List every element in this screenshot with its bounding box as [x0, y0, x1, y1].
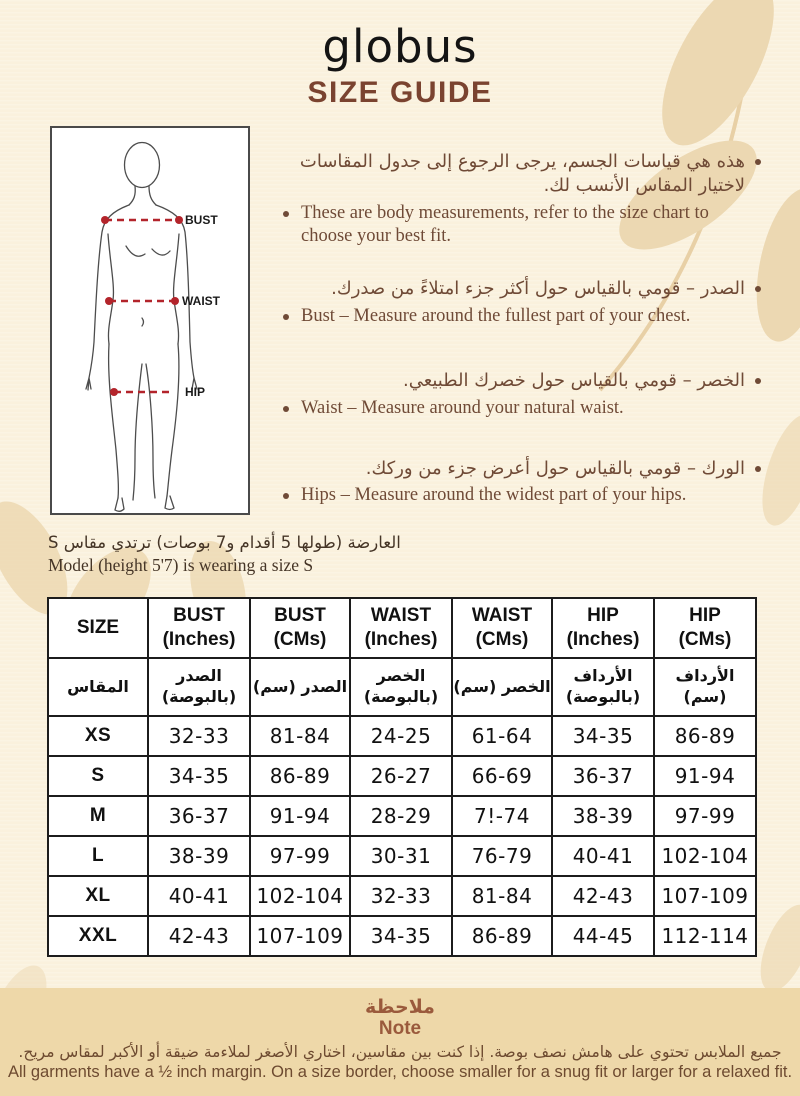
col-header-bust-in-ar: الصدر (بالبوصة)	[148, 658, 250, 716]
note-band	[0, 988, 800, 1096]
cell-bust-cm: 91-94	[250, 796, 350, 836]
col-header-hip-cm-ar: الأرداف (سم)	[654, 658, 756, 716]
table-row-xl	[48, 876, 756, 916]
cell-hip-in: 42-43	[552, 876, 654, 916]
waist-line-label: WAIST	[182, 294, 220, 308]
bullet-waist-ar: الخصر – قومي بالقياس حول خصرك الطبيعي.	[283, 369, 761, 393]
cell-bust-in: 38-39	[148, 836, 250, 876]
bullet-bust-en: Bust – Measure around the fullest part of your chest.	[283, 305, 761, 329]
table-row-xs	[48, 716, 756, 756]
cell-hip-in: 36-37	[552, 756, 654, 796]
hip-line-label: HIP	[185, 385, 206, 399]
table-row-s	[48, 756, 756, 796]
cell-hip-in: 34-35	[552, 716, 654, 756]
cell-bust-cm: 102-104	[250, 876, 350, 916]
note-body-ar: جميع الملابس تحتوي على هامش نصف بوصة. إذا كنت بين مقاسين، اختاري الأصغر لملاءمة ضيقة أو الأكبر لمقاس مريح.	[18, 1043, 782, 1061]
bullet-group-bust	[283, 277, 761, 328]
col-header-hip-cm: HIP (CMs)	[654, 598, 756, 658]
cell-bust-in: 34-35	[148, 756, 250, 796]
bullet-dot	[755, 286, 761, 292]
cell-bust-in: 40-41	[148, 876, 250, 916]
model-note-ar: العارضة (طولها 5 أقدام و7 بوصات) ترتدي مقاس S	[48, 533, 401, 552]
cell-waist-cm: 66-69	[452, 756, 552, 796]
col-header-bust-cm: BUST (CMs)	[250, 598, 350, 658]
cell-size: XL	[48, 876, 148, 916]
size-table	[47, 597, 757, 957]
col-header-hip-in: HIP (Inches)	[552, 598, 654, 658]
cell-waist-cm: 7!-74	[452, 796, 552, 836]
cell-hip-in: 44-45	[552, 916, 654, 956]
cell-hip-cm: 112-114	[654, 916, 756, 956]
bullet-overview-en: These are body measurements, refer to the size chart to choose your best fit.	[283, 202, 761, 249]
cell-waist-in: 34-35	[350, 916, 452, 956]
col-header-hip-in-ar: الأرداف (بالبوصة)	[552, 658, 654, 716]
cell-waist-cm: 81-84	[452, 876, 552, 916]
bullet-hip-en: Hips – Measure around the widest part of your hips.	[283, 484, 761, 508]
note-body-en: All garments have a ½ inch margin. On a size border, choose smaller for a snug fit or larger for a relaxed fit.	[7, 1063, 793, 1081]
table-row-m	[48, 796, 756, 836]
col-header-size-ar: المقاس	[48, 658, 148, 716]
model-note	[48, 531, 478, 576]
bust-line-label: BUST	[185, 213, 218, 227]
bullet-dot	[283, 406, 289, 412]
cell-waist-cm: 61-64	[452, 716, 552, 756]
measurement-figure-box	[50, 126, 250, 515]
instruction-bullets	[283, 150, 761, 536]
bullet-overview-ar: هذه هي قياسات الجسم، يرجى الرجوع إلى جدول المقاسات لاختيار المقاس الأنسب لك.	[283, 150, 761, 198]
cell-hip-cm: 86-89	[654, 716, 756, 756]
cell-waist-in: 24-25	[350, 716, 452, 756]
cell-size: M	[48, 796, 148, 836]
bullet-dot	[283, 493, 289, 499]
body-measurement-diagram	[52, 128, 248, 513]
cell-hip-cm: 107-109	[654, 876, 756, 916]
cell-waist-in: 26-27	[350, 756, 452, 796]
table-header-row-ar	[48, 658, 756, 716]
brand-logo: globus	[322, 20, 478, 73]
note-title-ar: ملاحظة	[365, 996, 435, 1018]
bullet-bust-ar: الصدر – قومي بالقياس حول أكثر جزء امتلاءً من صدرك.	[283, 277, 761, 301]
bullet-group-overview	[283, 150, 761, 249]
cell-size: S	[48, 756, 148, 796]
bullet-dot	[283, 314, 289, 320]
bullet-group-waist	[283, 369, 761, 420]
table-header-row-en	[48, 598, 756, 658]
col-header-waist-cm-ar: الخصر (سم)	[452, 658, 552, 716]
col-header-waist-in: WAIST (Inches)	[350, 598, 452, 658]
col-header-size: SIZE	[48, 598, 148, 658]
col-header-bust-in: BUST (Inches)	[148, 598, 250, 658]
cell-bust-cm: 97-99	[250, 836, 350, 876]
cell-waist-cm: 86-89	[452, 916, 552, 956]
cell-size: L	[48, 836, 148, 876]
page-title: SIZE GUIDE	[307, 76, 493, 109]
cell-waist-in: 32-33	[350, 876, 452, 916]
cell-hip-in: 40-41	[552, 836, 654, 876]
cell-hip-cm: 102-104	[654, 836, 756, 876]
cell-waist-in: 30-31	[350, 836, 452, 876]
cell-bust-in: 32-33	[148, 716, 250, 756]
bullet-dot	[755, 159, 761, 165]
cell-hip-cm: 91-94	[654, 756, 756, 796]
col-header-waist-in-ar: الخصر (بالبوصة)	[350, 658, 452, 716]
cell-bust-cm: 107-109	[250, 916, 350, 956]
cell-waist-in: 28-29	[350, 796, 452, 836]
model-note-en: Model (height 5'7) is wearing a size S	[48, 554, 314, 575]
bullet-hip-ar: الورك – قومي بالقياس حول أعرض جزء من وركك.	[283, 457, 761, 481]
note-title-en: Note	[378, 1018, 422, 1039]
cell-bust-cm: 86-89	[250, 756, 350, 796]
bullet-group-hip	[283, 457, 761, 508]
cell-size: XXL	[48, 916, 148, 956]
table-row-l	[48, 836, 756, 876]
bullet-waist-en: Waist – Measure around your natural waist.	[283, 397, 761, 421]
col-header-waist-cm: WAIST (CMs)	[452, 598, 552, 658]
table-row-xxl	[48, 916, 756, 956]
cell-hip-in: 38-39	[552, 796, 654, 836]
cell-bust-in: 42-43	[148, 916, 250, 956]
col-header-bust-cm-ar: الصدر (سم)	[250, 658, 350, 716]
bullet-dot	[755, 378, 761, 384]
cell-size: XS	[48, 716, 148, 756]
cell-bust-cm: 81-84	[250, 716, 350, 756]
bullet-dot	[283, 211, 289, 217]
cell-hip-cm: 97-99	[654, 796, 756, 836]
bullet-dot	[755, 466, 761, 472]
cell-bust-in: 36-37	[148, 796, 250, 836]
cell-waist-cm: 76-79	[452, 836, 552, 876]
